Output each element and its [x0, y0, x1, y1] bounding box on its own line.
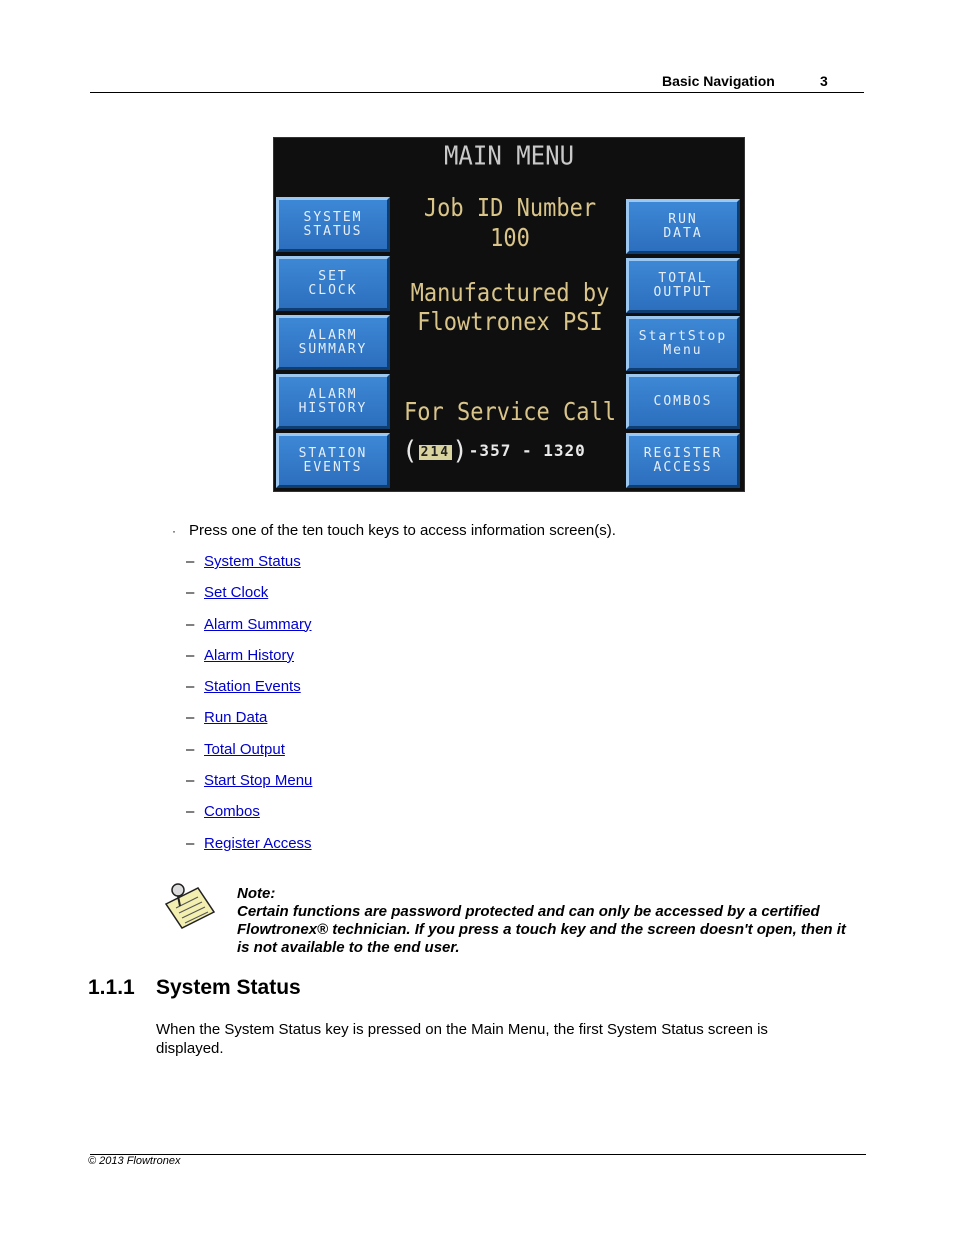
job-id-label: Job ID Number: [423, 194, 597, 223]
link-system-status[interactable]: System Status: [204, 553, 301, 570]
dash-marker: –: [186, 834, 195, 852]
section-number: 1.1.1: [88, 976, 135, 999]
dash-marker: –: [186, 709, 195, 727]
dash-marker: –: [186, 803, 195, 821]
phone-area-code: 214: [420, 445, 451, 460]
link-register-access[interactable]: Register Access: [204, 834, 312, 852]
dash-marker: –: [186, 615, 195, 633]
link-alarm-history[interactable]: Alarm History: [204, 646, 295, 664]
combos-key[interactable]: COMBOS: [626, 374, 740, 429]
section-heading: [88, 976, 301, 1000]
list-item: [186, 616, 312, 647]
section-paragraph: When the System Status key is pressed on the Main Menu, the first System Status screen is displayed.: [156, 1021, 768, 1057]
job-id-number: 100: [490, 224, 530, 253]
main-menu-screenshot: [273, 137, 745, 492]
list-item: [186, 709, 312, 740]
dash-marker: –: [186, 553, 195, 570]
dash-marker: –: [186, 584, 195, 602]
set-clock-key[interactable]: SET CLOCK: [276, 256, 390, 311]
list-item: [186, 835, 312, 866]
dash-marker: –: [186, 740, 195, 758]
note-pad-icon: [162, 882, 218, 930]
dash-marker: –: [186, 646, 195, 664]
note-text: Certain functions are password protected and can only be accessed by a certified Flowtronex® technician. If you press a touch key and the screen doesn't open, then it is not available to the end user.: [237, 903, 846, 956]
header-page-number: 3: [820, 73, 828, 89]
alarm-history-key[interactable]: ALARM HISTORY: [276, 374, 390, 429]
run-data-key[interactable]: RUN DATA: [626, 199, 740, 254]
system-status-key[interactable]: SYSTEM STATUS: [276, 197, 390, 252]
list-item: [186, 647, 312, 678]
list-item: [186, 803, 312, 834]
link-start-stop-menu[interactable]: Start Stop Menu: [204, 772, 313, 790]
service-phone-number: ( 214)-357 - 1320: [402, 436, 586, 466]
note-label: Note:: [237, 885, 276, 902]
footer-divider: [90, 1154, 866, 1155]
station-events-key[interactable]: STATION EVENTS: [276, 433, 390, 488]
service-call-label: For Service Call: [404, 398, 616, 427]
header-section-title: Basic Navigation: [662, 73, 775, 89]
list-item: [186, 584, 312, 615]
alarm-summary-key[interactable]: ALARM SUMMARY: [276, 315, 390, 370]
list-item: [186, 553, 312, 584]
phone-local: -357 - 1320: [468, 441, 586, 460]
register-access-key[interactable]: REGISTER ACCESS: [626, 433, 740, 488]
list-item: [186, 772, 312, 803]
note-callout: [237, 885, 862, 957]
intro-bullet: [172, 522, 616, 539]
footer-copyright: © 2013 Flowtronex: [88, 1155, 181, 1167]
dash-marker: –: [186, 772, 195, 790]
link-combos[interactable]: Combos: [204, 803, 260, 821]
link-alarm-summary[interactable]: Alarm Summary: [204, 615, 312, 633]
total-output-key[interactable]: TOTAL OUTPUT: [626, 258, 740, 313]
screen-title: MAIN MENU: [443, 140, 575, 172]
link-set-clock[interactable]: Set Clock: [204, 584, 269, 602]
touch-key-link-list: [186, 553, 312, 866]
dash-marker: –: [186, 678, 195, 696]
link-run-data[interactable]: Run Data: [204, 709, 268, 727]
link-total-output[interactable]: Total Output: [204, 740, 285, 758]
bullet-marker: ·: [172, 524, 176, 538]
start-stop-menu-key[interactable]: StartStop Menu: [626, 316, 740, 371]
list-item: [186, 741, 312, 772]
link-station-events[interactable]: Station Events: [204, 678, 301, 696]
intro-text: Press one of the ten touch keys to access information screen(s).: [189, 522, 616, 539]
list-item: [186, 678, 312, 709]
header-divider: [90, 92, 864, 93]
manufacturer-line-1: Manufactured by: [410, 279, 610, 308]
manufacturer-line-2: Flowtronex PSI: [417, 308, 603, 337]
section-title: System Status: [156, 976, 301, 999]
